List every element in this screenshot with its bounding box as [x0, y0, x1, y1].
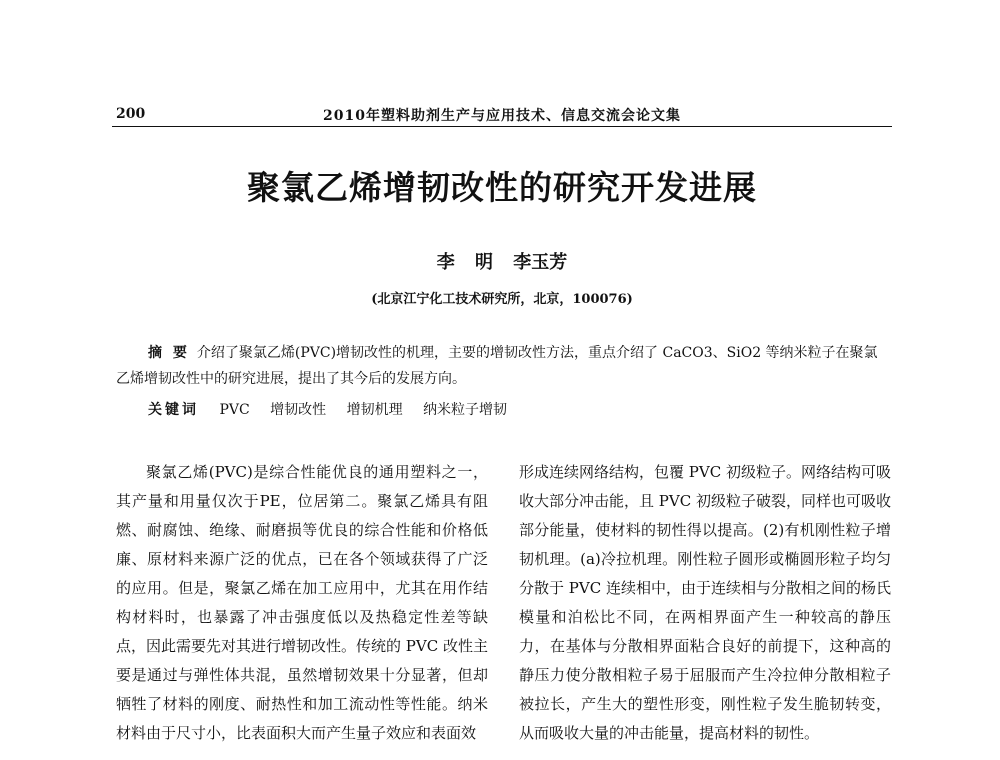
body-left-column — [116, 458, 488, 748]
abstract-text: 介绍了聚氯乙烯(PVC)增韧改性的机理，主要的增韧改性方法，重点介绍了 CaCO3、SiO2 等纳米粒子在聚氯乙烯增韧改性中的研究进展，提出了其今后的发展方向。 — [116, 345, 878, 387]
article-authors: 李 明 李玉芳 — [436, 252, 568, 273]
abstract — [116, 340, 886, 392]
running-header — [112, 104, 892, 127]
keyword-item: PVC — [219, 402, 250, 418]
body-paragraph: 聚氯乙烯(PVC)是综合性能优良的通用塑料之一，其产量和用量仅次于PE，位居第二。聚氯乙烯具有阻燃、耐腐蚀、绝缘、耐磨损等优良的综合性能和价格低廉、原材料来源广泛的优点，已在各个领域获得了广泛的应用。但是，聚氯乙烯在加工应用中，尤其在用作结构材料时，也暴露了冲击强度低以及热稳定性差等缺点，因此需要先对其进行增韧改性。传统的 PVC 改性主要是通过与弹性体共混，虽然增韧效果十分显著，但却牺牲了材料的刚度、耐热性和加工流动性等性能。纳米材料由于尺寸小，比表面积大而产生量子效应和表面效 — [116, 463, 488, 742]
keyword-item: 纳米粒子增韧 — [423, 402, 508, 418]
body-paragraph: 形成连续网络结构，包覆 PVC 初级粒子。网络结构可吸收大部分冲击能，且 PVC 初级粒子破裂，同样也可吸收部分能量，使材料的韧性得以提高。(2)有机刚性粒子增韧机理。(a)冷拉机理。刚性粒子圆形或椭圆形粒子均匀分散于 PVC 连续相中，由于连续相与分散相之间的杨氏模量和泊松比不同，在两相界面产生一种较高的静压力，在基体与分散相界面粘合良好的前提下，这种高的静压力使分散相粒子易于屈服而产生冷拉伸分散相粒子被拉长，产生大的塑性形变，刚性粒子发生脆韧转变，从而吸收大量的冲击能量，提高材料的韧性。 — [519, 463, 891, 742]
article-title: 聚氯乙烯增韧改性的研究开发进展 — [247, 168, 757, 207]
journal-title: 2010年塑料助剂生产与应用技术、信息交流会论文集 — [323, 108, 681, 124]
keyword-item: 增韧机理 — [346, 402, 403, 418]
author-affiliation: (北京江宁化工技术研究所，北京，100076) — [371, 292, 633, 307]
keywords — [148, 397, 523, 423]
abstract-label: 摘 要 — [148, 345, 190, 361]
page-number: 200 — [116, 106, 146, 122]
body-right-column — [519, 458, 891, 748]
keywords-label: 关键词 — [148, 402, 199, 418]
keyword-item: 增韧改性 — [270, 402, 327, 418]
